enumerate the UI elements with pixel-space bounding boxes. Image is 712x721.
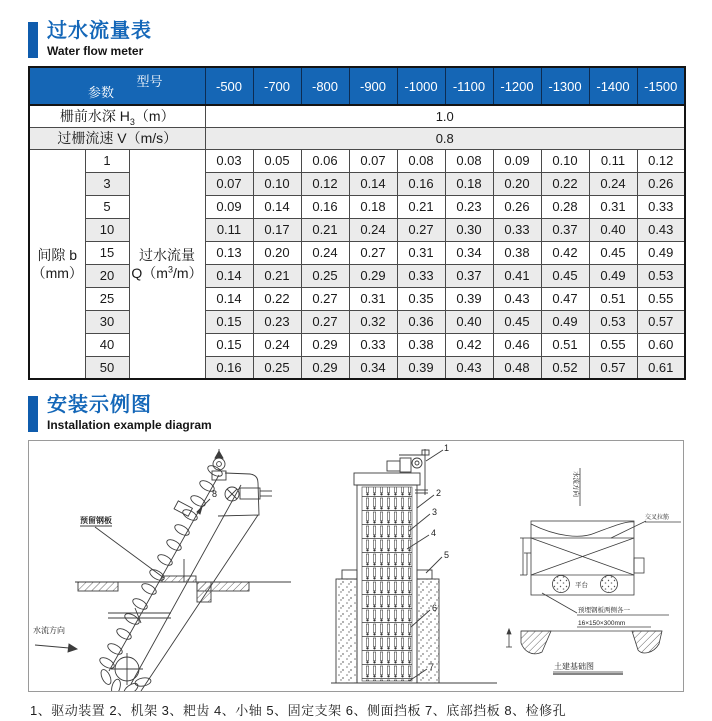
flow-value: 0.14	[253, 195, 301, 218]
flow-value: 0.33	[637, 195, 685, 218]
flow-value: 0.11	[589, 149, 637, 172]
flow-value: 0.27	[301, 310, 349, 333]
flow-value: 0.29	[301, 333, 349, 356]
flow-value: 0.38	[493, 241, 541, 264]
flow-value: 0.43	[637, 218, 685, 241]
flow-value: 0.34	[445, 241, 493, 264]
callout-4: 4	[431, 528, 437, 539]
foundation-drawing-title: 土建基础图	[554, 662, 594, 672]
gap-header-line2: （mm）	[31, 265, 83, 282]
model-header: -1400	[589, 67, 637, 105]
flow-value: 0.49	[541, 310, 589, 333]
flow-value: 0.22	[541, 172, 589, 195]
gap-header-line1: 间隙 b	[37, 246, 78, 263]
flow-value: 0.27	[349, 241, 397, 264]
flow-value: 0.12	[637, 149, 685, 172]
model-header: -700	[253, 67, 301, 105]
flow-value: 0.24	[589, 172, 637, 195]
flow-value: 0.45	[541, 264, 589, 287]
flow-value: 0.25	[253, 356, 301, 379]
flow-value: 0.28	[541, 195, 589, 218]
flow-value: 0.12	[301, 172, 349, 195]
flow-value: 0.51	[541, 333, 589, 356]
flow-value: 0.21	[253, 264, 301, 287]
flow-value: 0.18	[349, 195, 397, 218]
gap-value: 50	[85, 356, 129, 379]
section-title: 安装示例图	[47, 394, 152, 417]
callout-2: 2	[436, 488, 442, 499]
corner-label-param: 参数	[88, 85, 115, 100]
flow-value: 0.25	[301, 264, 349, 287]
param-value: 1.0	[205, 105, 685, 127]
flow-value: 0.08	[397, 149, 445, 172]
flow-value: 0.33	[349, 333, 397, 356]
flow-value: 0.21	[397, 195, 445, 218]
accent-bar	[28, 396, 38, 432]
flow-value: 0.24	[253, 333, 301, 356]
flow-value: 0.06	[301, 149, 349, 172]
flow-value: 0.23	[253, 310, 301, 333]
flow-value: 0.53	[637, 264, 685, 287]
flow-value: 0.14	[205, 264, 253, 287]
callout-3: 3	[432, 507, 438, 518]
corner-cell	[29, 67, 205, 105]
flow-value: 0.51	[589, 287, 637, 310]
flow-value: 0.40	[445, 310, 493, 333]
flow-value: 0.09	[205, 195, 253, 218]
flow-value: 0.31	[589, 195, 637, 218]
flow-header-line1: 过水流量	[139, 246, 195, 263]
table-header-row	[29, 67, 685, 105]
model-header: -800	[301, 67, 349, 105]
flow-value: 0.16	[205, 356, 253, 379]
gap-value: 5	[85, 195, 129, 218]
flow-value: 0.09	[493, 149, 541, 172]
flow-value: 0.27	[301, 287, 349, 310]
flow-value: 0.40	[589, 218, 637, 241]
flow-header-line2: $Q(m^3/m)$	[131, 264, 203, 282]
flow-value: 0.57	[589, 356, 637, 379]
gap-value: 3	[85, 172, 129, 195]
flow-value: 0.49	[589, 264, 637, 287]
model-header: -500	[205, 67, 253, 105]
model-header: -1100	[445, 67, 493, 105]
flow-value: 0.55	[637, 287, 685, 310]
model-header: -1000	[397, 67, 445, 105]
flow-value: 0.60	[637, 333, 685, 356]
flow-value: 0.57	[637, 310, 685, 333]
parts-legend: 1、驱动装置 2、机架 3、耙齿 4、小轴 5、固定支架 6、侧面挡板 7、底部挡板 8、检修孔	[30, 703, 567, 719]
flow-direction-label: 水流方向	[572, 471, 579, 498]
foundation-plan-drawing	[499, 441, 683, 691]
reserved-plate-label: 预留钢板	[80, 516, 112, 526]
flow-value: 0.42	[445, 333, 493, 356]
flow-value: 0.39	[445, 287, 493, 310]
gap-value: 1	[85, 149, 129, 172]
flow-value: 0.13	[205, 241, 253, 264]
accent-bar	[28, 22, 38, 58]
flow-value: 0.43	[445, 356, 493, 379]
flow-value: 0.53	[589, 310, 637, 333]
flow-table-row	[29, 149, 685, 172]
flow-value: 0.16	[397, 172, 445, 195]
flow-value: 0.03	[205, 149, 253, 172]
flow-value: 0.45	[589, 241, 637, 264]
flow-table-row	[29, 356, 685, 379]
flow-value: 0.26	[637, 172, 685, 195]
flow-value: 0.46	[493, 333, 541, 356]
front-view-drawing	[329, 441, 499, 691]
flow-table-row	[29, 195, 685, 218]
flow-value: 0.18	[445, 172, 493, 195]
flow-value: 0.52	[541, 356, 589, 379]
flow-value: 0.49	[637, 241, 685, 264]
embedded-plate-note: 预埋钢板两侧各一	[578, 607, 630, 615]
flow-value: 0.29	[301, 356, 349, 379]
platform-label: 平台	[575, 582, 588, 590]
flow-table-row	[29, 241, 685, 264]
callout-8: 8	[212, 489, 218, 500]
flow-table-row	[29, 287, 685, 310]
flow-value: 0.31	[397, 241, 445, 264]
param-label: 过栅流速 V（m/s）	[29, 127, 205, 149]
callout-1: 1	[444, 443, 450, 454]
flow-value: 0.38	[397, 333, 445, 356]
flow-value: 0.27	[397, 218, 445, 241]
flow-value: 0.10	[541, 149, 589, 172]
param-row-velocity	[29, 127, 685, 149]
corner-label-model: 型号	[136, 74, 163, 89]
flow-value: 0.16	[301, 195, 349, 218]
param-row-depth	[29, 105, 685, 127]
flow-table-row	[29, 218, 685, 241]
flow-value: 0.37	[445, 264, 493, 287]
callout-7: 7	[429, 662, 435, 673]
model-header: -1300	[541, 67, 589, 105]
model-header: -1200	[493, 67, 541, 105]
flow-value: 0.48	[493, 356, 541, 379]
flow-value: 0.26	[493, 195, 541, 218]
flow-table-row	[29, 264, 685, 287]
flow-value: 0.35	[397, 287, 445, 310]
flow-value: 0.20	[493, 172, 541, 195]
flow-value: 0.05	[253, 149, 301, 172]
flow-value: 0.24	[349, 218, 397, 241]
cross-brace-label: 交叉拉筋	[645, 515, 670, 522]
param-value: 0.8	[205, 127, 685, 149]
gap-value: 15	[85, 241, 129, 264]
flow-column-header	[129, 149, 205, 379]
flow-value: 0.29	[349, 264, 397, 287]
section-subtitle: Installation example diagram	[47, 418, 212, 433]
embedded-plate-size: 16×150×300mm	[578, 620, 626, 628]
flow-table-row	[29, 333, 685, 356]
flow-value: 0.24	[301, 241, 349, 264]
section-title: 过水流量表	[47, 20, 152, 42]
flow-value: 0.08	[445, 149, 493, 172]
side-view-drawing	[29, 441, 329, 691]
flow-value: 0.17	[253, 218, 301, 241]
gap-value: 30	[85, 310, 129, 333]
gap-value: 40	[85, 333, 129, 356]
flow-table-row	[29, 172, 685, 195]
flow-value: 0.45	[493, 310, 541, 333]
callout-6: 6	[432, 603, 438, 614]
flow-value: 0.37	[541, 218, 589, 241]
flow-value: 0.30	[445, 218, 493, 241]
flow-value: 0.15	[205, 310, 253, 333]
gap-value: 20	[85, 264, 129, 287]
section-subtitle: Water flow meter	[47, 44, 144, 58]
gap-value: 25	[85, 287, 129, 310]
installation-diagram-panel	[28, 440, 684, 692]
flow-value: 0.39	[397, 356, 445, 379]
section-header-flow-table	[28, 20, 712, 58]
flow-direction-label: 水流方向	[33, 626, 65, 636]
flow-value: 0.07	[349, 149, 397, 172]
flow-value: 0.42	[541, 241, 589, 264]
flow-table-row	[29, 310, 685, 333]
flow-value: 0.43	[493, 287, 541, 310]
flow-value: 0.11	[205, 218, 253, 241]
water-flow-table	[28, 66, 686, 380]
flow-value: 0.34	[349, 356, 397, 379]
section-header-installation	[28, 394, 712, 432]
model-header: -900	[349, 67, 397, 105]
flow-value: 0.61	[637, 356, 685, 379]
param-label: 栅前水深 $H_3(m)$	[29, 105, 205, 127]
flow-value: 0.36	[397, 310, 445, 333]
flow-value: 0.14	[205, 287, 253, 310]
callout-5: 5	[444, 550, 450, 561]
flow-value: 0.10	[253, 172, 301, 195]
flow-value: 0.22	[253, 287, 301, 310]
flow-value: 0.07	[205, 172, 253, 195]
flow-value: 0.32	[349, 310, 397, 333]
gap-column-header	[29, 149, 85, 379]
flow-value: 0.55	[589, 333, 637, 356]
flow-value: 0.14	[349, 172, 397, 195]
flow-value: 0.20	[253, 241, 301, 264]
flow-value: 0.33	[493, 218, 541, 241]
flow-value: 0.33	[397, 264, 445, 287]
flow-value: 0.47	[541, 287, 589, 310]
flow-value: 0.31	[349, 287, 397, 310]
model-header: -1500	[637, 67, 685, 105]
flow-value: 0.41	[493, 264, 541, 287]
flow-value: 0.15	[205, 333, 253, 356]
flow-value: 0.23	[445, 195, 493, 218]
gap-value: 10	[85, 218, 129, 241]
flow-value: 0.21	[301, 218, 349, 241]
